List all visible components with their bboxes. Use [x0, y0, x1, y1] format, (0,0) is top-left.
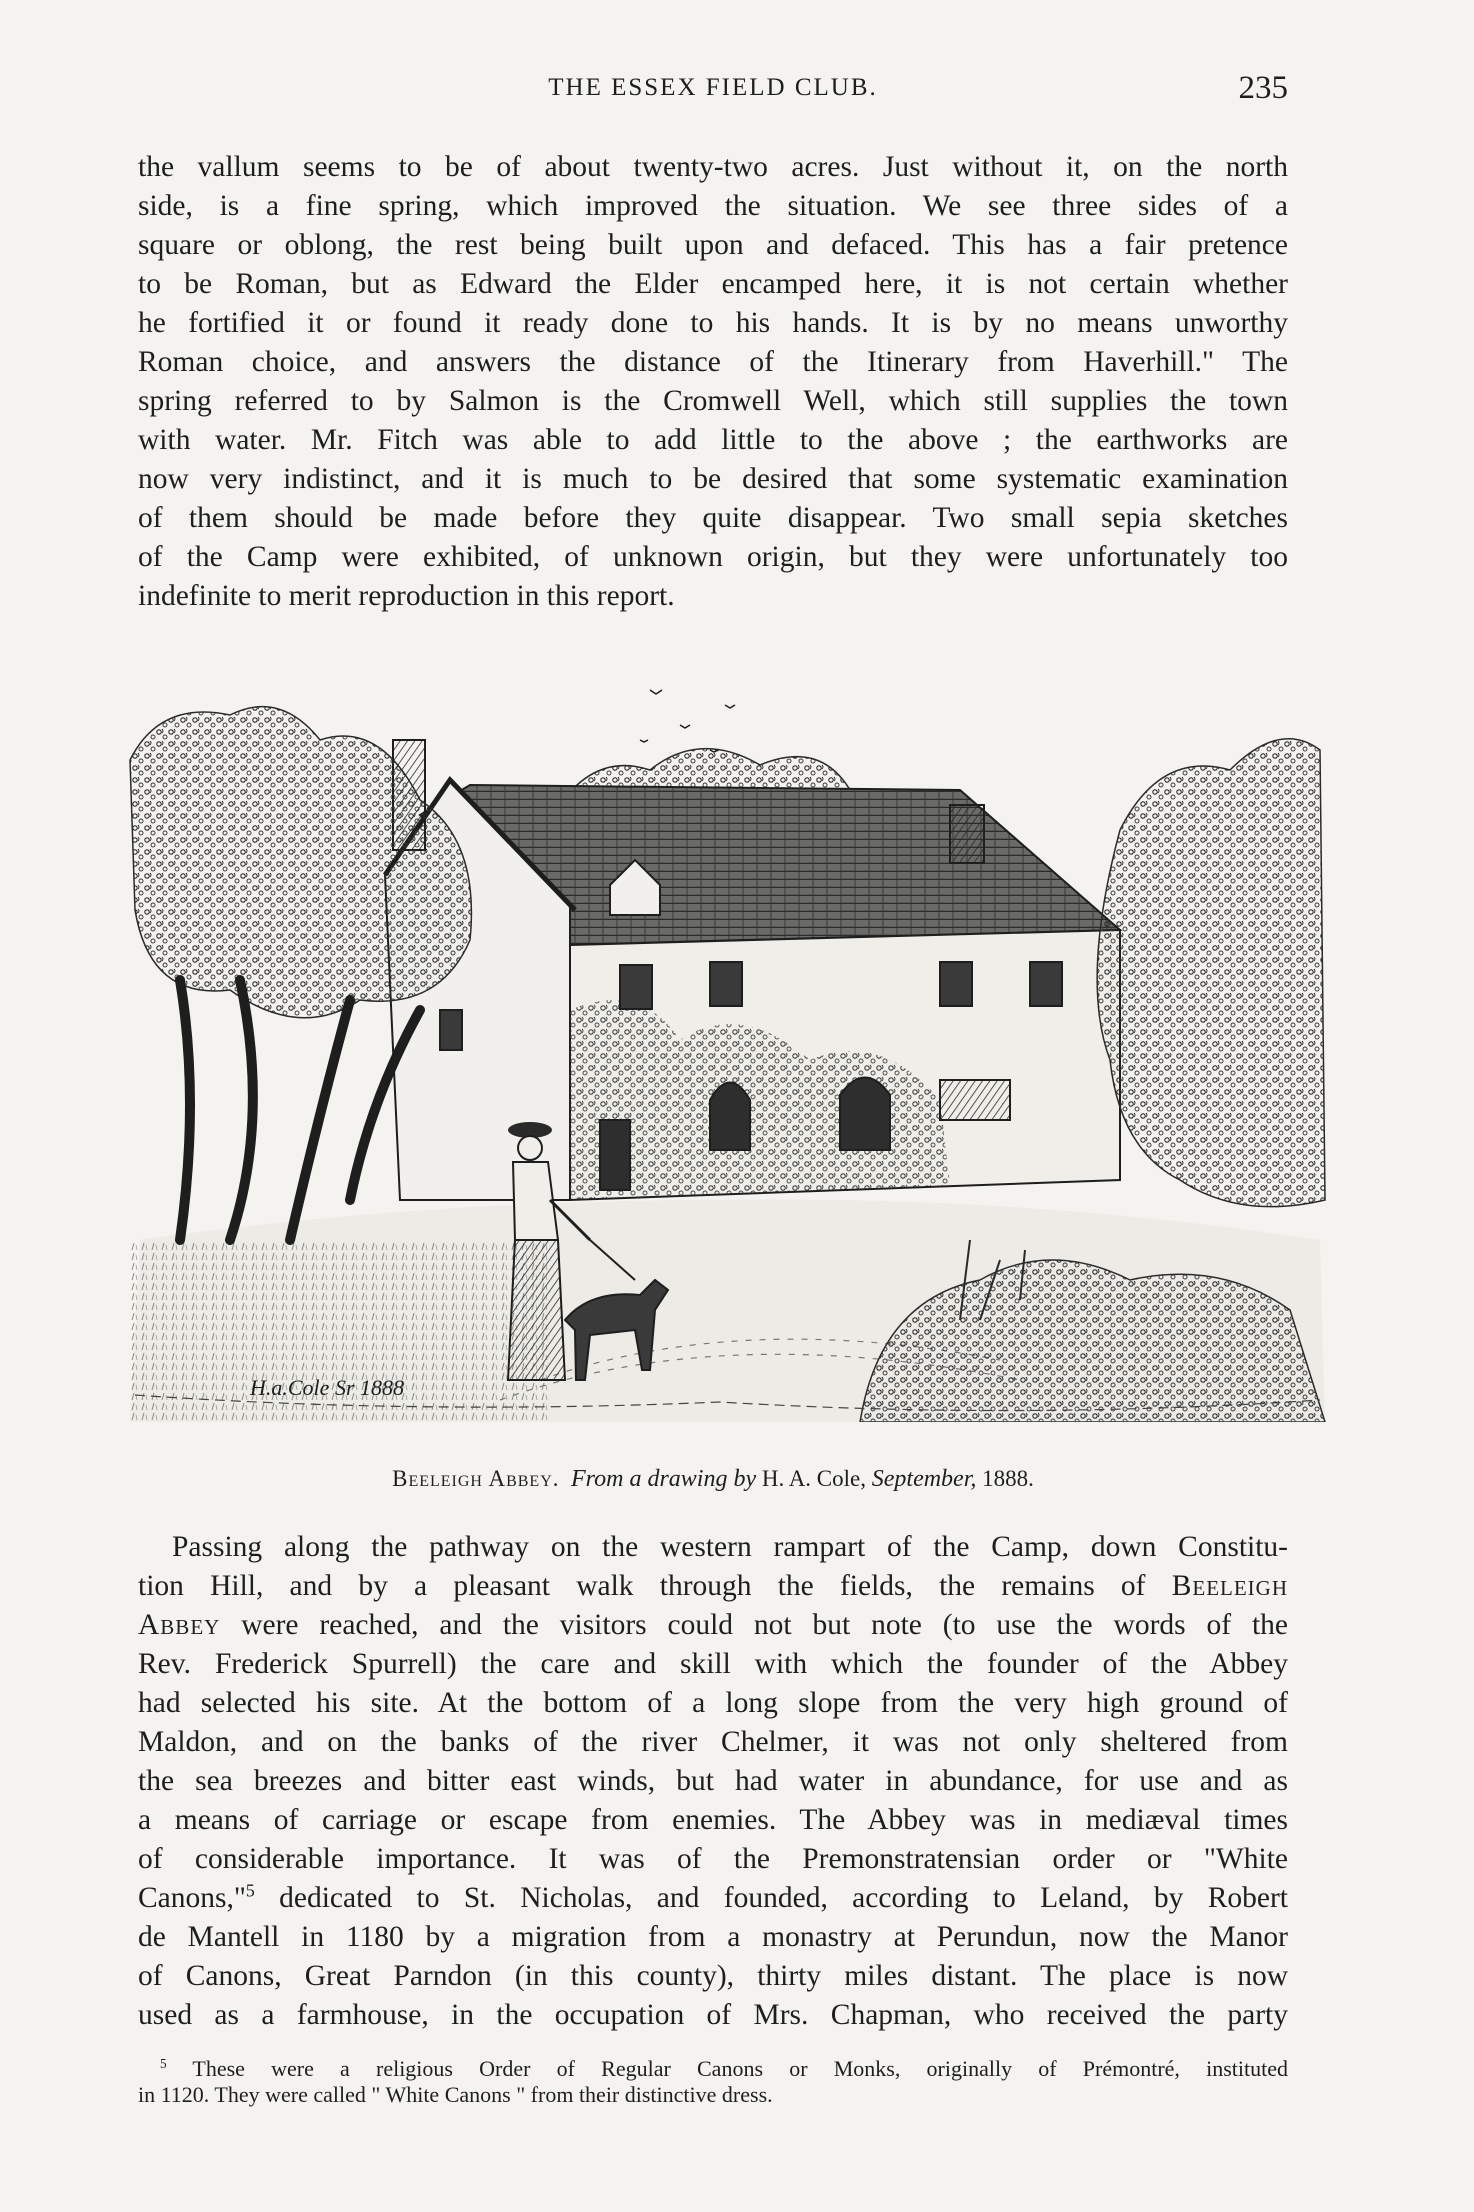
text-line: now very indistinct, and it is much to be desired that some systematic examination: [138, 463, 1288, 495]
caption-title: Beeleigh Abbey.: [392, 1466, 560, 1491]
text-line-2: tion Hill, and by a pleasant walk through the fields, the remains of Beeleigh: [138, 1570, 1288, 1602]
text-line: the sea breezes and bitter east winds, but had water in abundance, for use and as: [138, 1765, 1288, 1797]
text-line: of Canons, Great Parndon (in this county), thirty miles distant. The place is now: [138, 1960, 1288, 1992]
text-line: used as a farmhouse, in the occupation of Mrs. Chapman, who received the party: [138, 1999, 1288, 2031]
text-line: indefinite to merit reproduction in this report.: [138, 580, 675, 612]
text-line: Roman choice, and answers the distance of the Itinerary from Haverhill." The: [138, 346, 1288, 378]
text-line: Rev. Frederick Spurrell) the care and skill with which the founder of the Abbey: [138, 1648, 1288, 1680]
footnote-line: in 1120. They were called " White Canons " from their distinctive dress.: [138, 2082, 773, 2107]
text-line: de Mantell in 1180 by a migration from a monastry at Perundun, now the Manor: [138, 1921, 1288, 1953]
chimney-right: [950, 805, 984, 863]
text-line: of them should be made before they quite disappear. Two small sepia sketches: [138, 502, 1288, 534]
text-line: Maldon, and on the banks of the river Chelmer, it was not only sheltered from: [138, 1726, 1288, 1758]
text-line: with water. Mr. Fitch was able to add little to the above ; the earthworks are: [138, 424, 1288, 456]
birds: [640, 690, 735, 752]
side-door: [600, 1120, 630, 1190]
illustration-beeleigh-abbey: [120, 680, 1330, 1422]
text-line-3: Abbey were reached, and the visitors could not but note (to use the words of the: [138, 1609, 1289, 1641]
paragraph-bottom: [138, 1528, 1288, 2035]
caption-month: September,: [871, 1466, 977, 1492]
text-line: the vallum seems to be of about twenty-two acres. Just without it, on the north: [138, 151, 1288, 183]
footnote-marker: 5: [160, 2056, 167, 2072]
place-name-beeleigh: Beeleigh: [1171, 1570, 1288, 1602]
gable-window: [440, 1010, 462, 1050]
tree-left-trunks: [180, 980, 420, 1240]
page-number: 235: [1238, 70, 1288, 106]
text-line: a means of carriage or escape from enemies. The Abbey was in mediæval times: [138, 1804, 1288, 1836]
text-line: Passing along the pathway on the western rampart of the Camp, down Constitu-: [172, 1531, 1288, 1563]
text-line: spring referred to by Salmon is the Cromwell Well, which still supplies the town: [138, 385, 1288, 417]
text-line: of considerable importance. It was of the Premonstratensian order or "White: [138, 1843, 1288, 1875]
artist-signature: H.a.Cole Sr 1888: [250, 1375, 404, 1400]
caption-from: From a drawing by: [571, 1466, 757, 1492]
caption-year: 1888.: [982, 1466, 1034, 1491]
text-line-10: Canons,"$^5$ dedicated to St. Nicholas, and founded, according to Leland, by Robert: [138, 1880, 1288, 1914]
footnote-ref: 5: [245, 1880, 255, 1901]
tree-right-foliage: [1097, 739, 1325, 1207]
figure-caption: [138, 1466, 1288, 1493]
caption-artist: H. A. Cole,: [761, 1466, 866, 1491]
place-name-abbey: Abbey: [138, 1609, 221, 1641]
running-head: [138, 70, 1288, 114]
text-line: square or oblong, the rest being built upon and defaced. This has a fair pretence: [138, 229, 1288, 261]
porch: [940, 1080, 1010, 1120]
footnote: [138, 2056, 1288, 2108]
text-line: he fortified it or found it ready done to his hands. It is by no means unworthy: [138, 307, 1288, 339]
text-line: side, is a fine spring, which improved the situation. We see three sides of a: [138, 190, 1288, 222]
text-line: to be Roman, but as Edward the Elder encamped here, it is not certain whether: [138, 268, 1288, 300]
footnote-line: $^5$ These were a religious Order of Regular Canons or Monks, originally of Prémontré, instituted: [160, 2056, 1288, 2081]
text-line: had selected his site. At the bottom of a long slope from the very high ground of: [138, 1687, 1288, 1719]
paragraph-top: [138, 148, 1288, 616]
abbey-drawing: [120, 680, 1330, 1422]
text-line: of the Camp were exhibited, of unknown origin, but they were unfortunately too: [138, 541, 1288, 573]
running-title: THE ESSEX FIELD CLUB.: [548, 74, 878, 101]
